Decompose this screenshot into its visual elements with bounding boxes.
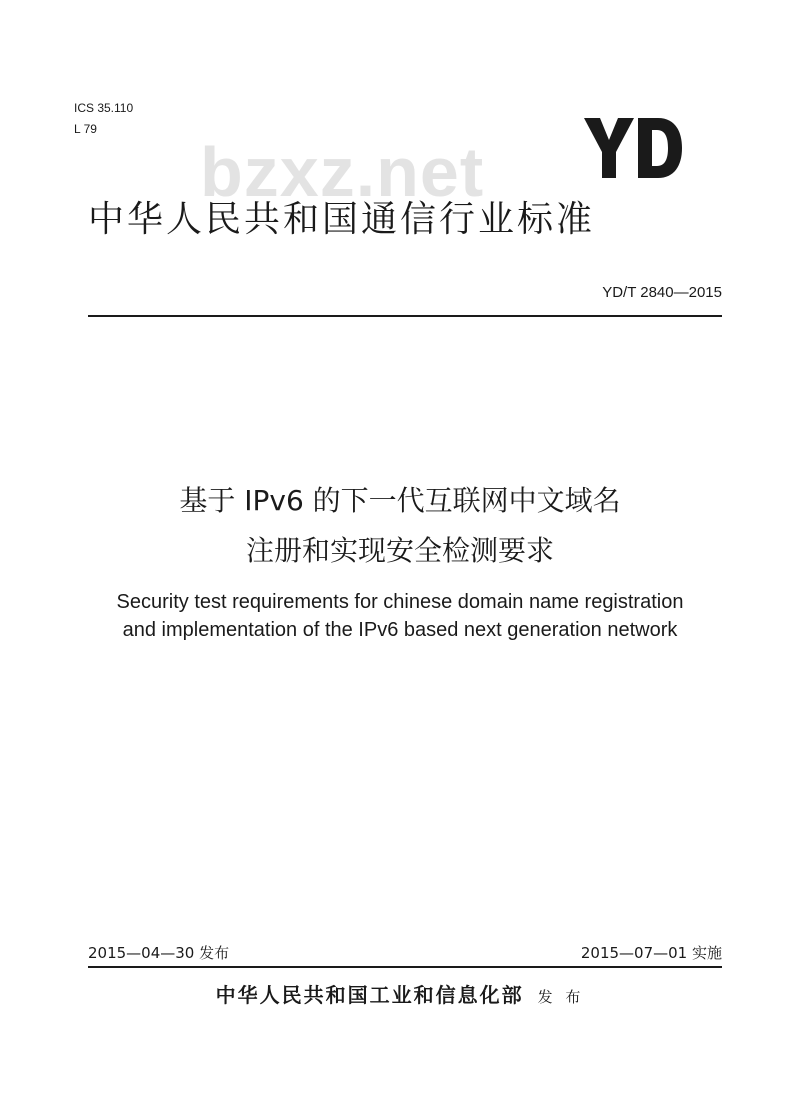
footer-divider [88, 966, 722, 968]
title-chinese-line-2: 注册和实现安全检测要求 [245, 534, 554, 567]
issuer-name: 中华人民共和国工业和信息化部 [215, 983, 524, 1007]
watermark: bzxz.net [200, 133, 485, 211]
issue-date: 2015—04—30 发布 [88, 944, 230, 962]
standard-category: 中华人民共和国通信行业标准 [88, 199, 596, 240]
issuer-block [0, 982, 800, 1010]
title-english-line-2: and implementation of the IPv6 based next generation network [122, 619, 678, 641]
yd-logo [584, 118, 682, 178]
standard-number: YD/T 2840—2015 [602, 284, 722, 301]
title-english-line-1: Security test requirements for chinese domain name registration [116, 591, 684, 613]
effective-date: 2015—07—01 实施 [580, 944, 722, 962]
issuer-action: 发 布 [537, 988, 585, 1006]
ics-code: ICS 35.110 [74, 101, 134, 115]
ccs-code: L 79 [74, 122, 97, 136]
header-divider [88, 315, 722, 317]
title-chinese-line-1: 基于 IPv6 的下一代互联网中文域名 [179, 484, 621, 517]
